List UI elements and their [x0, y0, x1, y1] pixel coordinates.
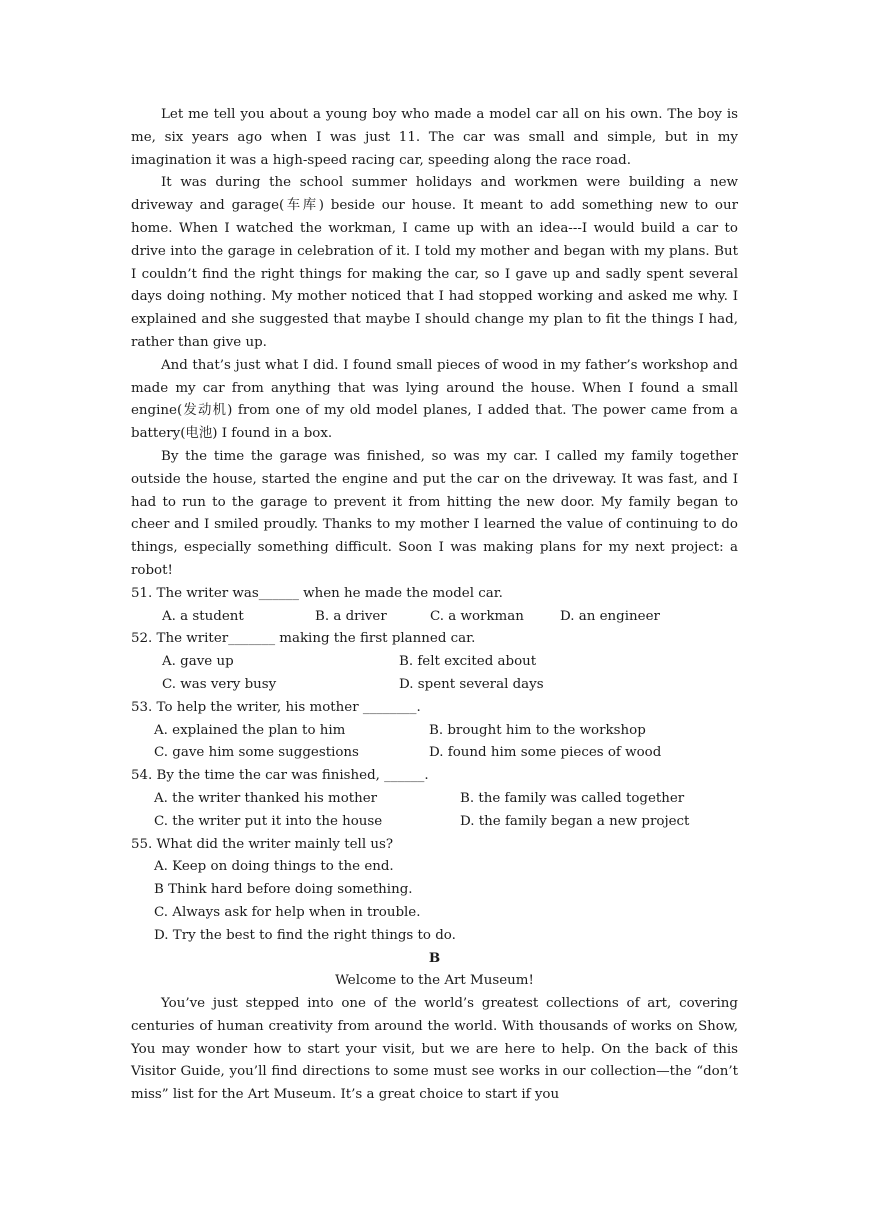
- passage-a-paragraph-2: It was during the school summer holidays and workmen were building a new driveway and garage(车库) beside our house. It meant to add something new to our home. When I watched the workman, I came up with an idea---I would build a car to drive into the garage in celebration of it. I told my mother and began with my plans. But I couldn’t find the right things for making the car, so I gave up and sadly spent several days doing nothing. My mother noticed that I had stopped working and asked me why. I explained and she suggested that maybe I should change my plan to fit the things I had, rather than give up.: [131, 175, 738, 350]
- option: C. Always ask for help when in trouble.: [154, 904, 421, 920]
- option: D. found him some pieces of wood: [429, 745, 662, 761]
- question-53: 53. To help the writer, his mother ________.: [131, 699, 421, 715]
- passage-a-paragraph-1: Let me tell you about a young boy who made a model car all on his own. The boy is me, six years ago when I was just 11. The car was small and simple, but in my imagination it was a high-speed racing car, speeding along the race road.: [131, 107, 738, 168]
- section-b-paragraph: You’ve just stepped into one of the world’s greatest collections of art, covering centuries of human creativity from around the world. With thousands of works on Show, You may wonder how to start your visit, but we are here to help. On the back of this Visitor Guide, you’ll find directions to some must see works in our collection—the “don’t miss” list for the Art Museum. It’s a great choice to start if you: [131, 996, 738, 1103]
- section-b-title: Welcome to the Art Museum!: [335, 973, 534, 989]
- question-54-options-row-1: [131, 788, 738, 811]
- question-52-options-row-2: [131, 674, 738, 697]
- passage-a-paragraph-4: By the time the garage was finished, so was my car. I called my family together outside the house, started the engine and put the car on the driveway. It was fast, and I had to run to the garage to prevent it from hitting the new door. My family began to cheer and I smiled proudly. Thanks to my mother I learned the value of continuing to do things, especially something difficult. Soon I was making plans for my next project: a robot!: [131, 448, 738, 578]
- passage-a-paragraph-3: And that’s just what I did. I found small pieces of wood in my father’s workshop and made my car from anything that was lying around the house. When I found a small engine(发动机) from one of my old model planes, I added that. The power came from a battery(电池) I found in a box.: [131, 357, 738, 442]
- option: B. brought him to the workshop: [429, 722, 646, 738]
- question-51-options: [131, 606, 738, 629]
- option: B Think hard before doing something.: [154, 882, 413, 898]
- option: D. the family began a new project: [460, 813, 690, 829]
- option: B. the family was called together: [460, 790, 685, 806]
- option: C. the writer put it into the house: [154, 813, 383, 829]
- question-54: 54. By the time the car was finished, ______.: [131, 768, 429, 784]
- option: C. a workman: [430, 608, 524, 624]
- option: B. a driver: [315, 608, 387, 624]
- option: A. gave up: [162, 654, 234, 670]
- question-53-options-row-2: [131, 742, 738, 765]
- option: C. was very busy: [162, 676, 277, 692]
- question-52-options-row-1: [131, 651, 738, 674]
- question-53-options-row-1: [131, 720, 738, 743]
- option: D. spent several days: [399, 676, 544, 692]
- option: D. Try the best to find the right things to do.: [154, 927, 456, 943]
- option: A. Keep on doing things to the end.: [154, 859, 394, 875]
- option: A. a student: [162, 608, 244, 624]
- question-54-options-row-2: [131, 811, 738, 834]
- section-b-label: B: [428, 950, 441, 967]
- option: A. explained the plan to him: [154, 722, 346, 738]
- option: B. felt excited about: [399, 654, 537, 670]
- document-page: [131, 104, 738, 1107]
- option: A. the writer thanked his mother: [154, 790, 378, 806]
- question-55: 55. What did the writer mainly tell us?: [131, 836, 394, 852]
- question-51: 51. The writer was______ when he made the model car.: [131, 585, 503, 601]
- option: D. an engineer: [560, 608, 660, 624]
- option: C. gave him some suggestions: [154, 745, 359, 761]
- question-52: 52. The writer_______ making the first planned car.: [131, 631, 476, 647]
